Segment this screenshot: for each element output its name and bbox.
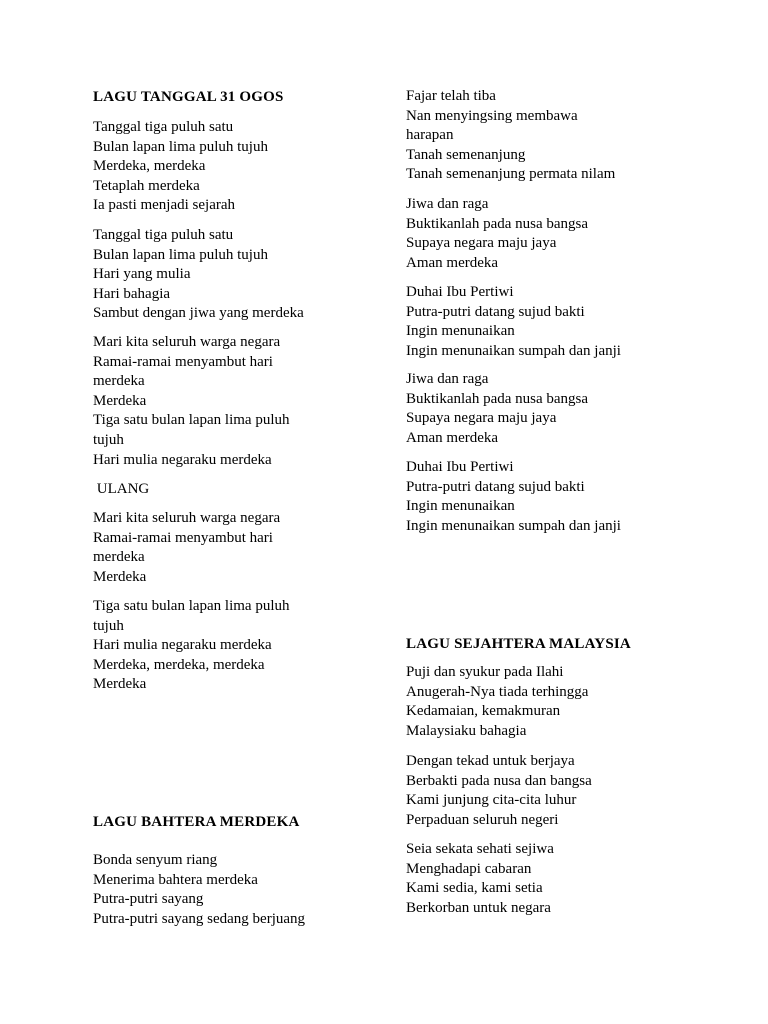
lyric-line: Fajar telah tiba <box>406 88 496 104</box>
lyric-line: Aman merdeka <box>406 429 499 446</box>
lyric-line: Bulan lapan lima puluh tujuh <box>93 246 268 263</box>
lyric-line: Kami sedia, kami setia <box>406 880 543 897</box>
lyric-line: Hari mulia negaraku merdeka <box>93 637 272 654</box>
verse-tanggal-7 <box>406 195 588 273</box>
verse-sejahtera-3 <box>406 840 554 918</box>
lyric-line: Malaysiaku bahagia <box>406 722 527 739</box>
lyric-line: Puji dan syukur pada Ilahi <box>406 664 564 680</box>
song-title-bahtera-merdeka: LAGU BAHTERA MERDEKA <box>93 814 300 830</box>
lyric-line: Merdeka <box>93 568 147 585</box>
verse-sejahtera-2 <box>406 752 592 830</box>
lyric-line: Buktikanlah pada nusa bangsa <box>406 390 589 407</box>
lyric-line: Menghadapi cabaran <box>406 860 532 877</box>
verse-tanggal-1 <box>93 118 268 216</box>
lyric-line: Bulan lapan lima puluh tujuh <box>93 138 268 155</box>
lyric-line: Sambut dengan jiwa yang merdeka <box>93 305 304 322</box>
lyric-line: Mari kita seluruh warga negara <box>93 510 281 526</box>
verse-tanggal-9 <box>406 370 588 448</box>
song-title-sejahtera-malaysia: LAGU SEJAHTERA MALAYSIA <box>406 636 631 652</box>
verse-tanggal-ulang <box>93 480 149 500</box>
lyric-line: merdeka <box>93 373 145 390</box>
lyric-line: Merdeka, merdeka <box>93 158 206 175</box>
lyric-line: Ingin menunaikan <box>406 498 515 515</box>
lyric-line: Duhai Ibu Pertiwi <box>406 284 514 300</box>
lyric-line: Merdeka, merdeka, merdeka <box>93 656 265 673</box>
lyric-line: Ingin menunaikan sumpah dan janji <box>406 342 621 359</box>
lyric-line: tujuh <box>93 431 124 448</box>
verse-sejahtera-1 <box>406 663 588 741</box>
lyric-line: Berbakti pada nusa dan bangsa <box>406 772 592 789</box>
lyric-line: Hari mulia negaraku merdeka <box>93 451 272 468</box>
lyric-line: Putra-putri datang sujud bakti <box>406 303 585 320</box>
lyric-line: Tiga satu bulan lapan lima puluh <box>93 598 290 614</box>
lyric-line: Ramai-ramai menyambut hari <box>93 353 273 370</box>
lyric-line: Ingin menunaikan sumpah dan janji <box>406 517 621 534</box>
lyric-line: Menerima bahtera merdeka <box>93 871 258 888</box>
verse-tanggal-2 <box>93 226 304 324</box>
lyric-line: Merdeka <box>93 676 147 693</box>
verse-tanggal-3 <box>93 333 290 470</box>
lyric-line: Jiwa dan raga <box>406 196 489 212</box>
lyric-line: Mari kita seluruh warga negara <box>93 334 281 350</box>
lyric-line: Tanah semenanjung permata nilam <box>406 166 616 183</box>
lyric-line: Jiwa dan raga <box>406 371 489 387</box>
lyric-line: Dengan tekad untuk berjaya <box>406 753 575 769</box>
lyric-line: Supaya negara maju jaya <box>406 235 557 252</box>
lyric-line: ULANG <box>93 481 150 497</box>
lyric-line: Seia sekata sehati sejiwa <box>406 841 554 857</box>
lyric-line: Hari yang mulia <box>93 266 191 283</box>
lyric-line: Ingin menunaikan <box>406 323 515 340</box>
lyric-line: Bonda senyum riang <box>93 852 218 868</box>
lyric-line: Merdeka <box>93 392 147 409</box>
lyric-line: tujuh <box>93 617 124 634</box>
lyric-line: Tanggal tiga puluh satu <box>93 119 234 135</box>
lyric-line: Berkorban untuk negara <box>406 899 551 916</box>
lyric-line: Nan menyingsing membawa <box>406 107 578 124</box>
lyric-line: Kedamaian, kemakmuran <box>406 703 561 720</box>
lyric-line: merdeka <box>93 549 145 566</box>
lyric-line: Anugerah-Nya tiada terhingga <box>406 683 589 700</box>
verse-tanggal-5 <box>93 597 290 695</box>
lyric-line: Tetaplah merdeka <box>93 177 200 194</box>
lyric-line: Duhai Ibu Pertiwi <box>406 459 514 475</box>
lyric-line: Hari bahagia <box>93 285 171 302</box>
lyric-line: Tanah semenanjung <box>406 146 526 163</box>
song-title-tanggal-31-ogos: LAGU TANGGAL 31 OGOS <box>93 89 284 105</box>
verse-tanggal-10 <box>406 458 621 536</box>
lyric-line: Perpaduan seluruh negeri <box>406 811 559 828</box>
lyric-line: Buktikanlah pada nusa bangsa <box>406 215 589 232</box>
lyric-line: Putra-putri datang sujud bakti <box>406 478 585 495</box>
verse-bahtera-1 <box>93 851 305 929</box>
lyric-line: Putra-putri sayang <box>93 891 204 908</box>
lyric-line: Ramai-ramai menyambut hari <box>93 529 273 546</box>
lyric-line: Putra-putri sayang sedang berjuang <box>93 910 306 927</box>
verse-tanggal-8 <box>406 283 621 361</box>
lyric-line: Ia pasti menjadi sejarah <box>93 197 236 214</box>
verse-tanggal-6 <box>406 87 615 185</box>
lyric-line: Tanggal tiga puluh satu <box>93 227 234 243</box>
lyric-line: Kami junjung cita-cita luhur <box>406 792 577 809</box>
lyric-line: Aman merdeka <box>406 254 499 271</box>
lyric-line: Tiga satu bulan lapan lima puluh <box>93 412 290 429</box>
verse-tanggal-4 <box>93 509 280 587</box>
lyric-line: harapan <box>406 127 454 144</box>
lyric-line: Supaya negara maju jaya <box>406 410 557 427</box>
